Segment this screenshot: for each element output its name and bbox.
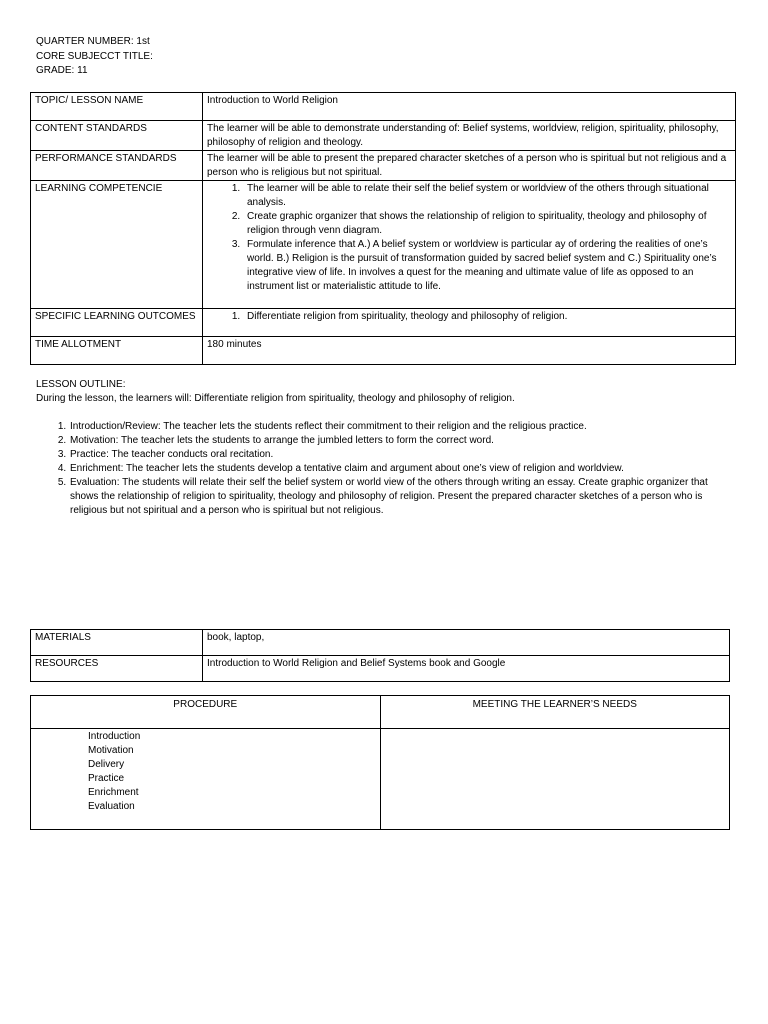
specific-outcomes-value [203,309,736,337]
procedure-step: Motivation [88,745,134,756]
list-item: 3. Formulate inference that A.) A belief system or worldview is particular ay of ordering the realities of one’s world. B.) Religion is the pursuit of transformation guided by sacred belief system and C.) Spirituality one’s integrative view of life. In involves a quest for the meaning and ultimate value of life as opposed to an instrument list or materialistic attitude to life. [243,238,731,294]
lesson-info-table [30,92,736,365]
list-item: 5. Evaluation: The students will relate their self the belief system or world view of the others through writing an essay. Create graphic organizer that shows the relationship of religion to spirituality, theology and philosophy of religion. Present the prepared character sketches of a person who is religious but not spiritual and a person who is spiritual but not religious. [69,476,736,518]
table-row [31,630,730,656]
materials-label: MATERIALS [31,630,203,656]
grade-level: GRADE: 11 [36,65,88,76]
resources-label: RESOURCES [31,656,203,682]
table-row [31,337,736,365]
content-standards-label: CONTENT STANDARDS [31,121,203,151]
list-item: 4. Enrichment: The teacher lets the students develop a tentative claim and argument about one’s view of religion and worldview. [69,462,736,476]
outcomes-list [207,310,731,324]
table-row [31,93,736,121]
resources-value: Introduction to World Religion and Belief Systems book and Google [203,656,730,682]
procedure-step: Delivery [88,759,125,770]
table-row [31,181,736,309]
procedure-step: Introduction [88,731,141,742]
table-row [31,729,730,830]
procedure-step: Practice [88,773,125,784]
outline-title: LESSON OUTLINE: [36,379,126,390]
materials-value: book, laptop, [203,630,730,656]
performance-standards-label: PERFORMANCE STANDARDS [31,151,203,181]
list-item: 1. Differentiate religion from spirituality, theology and philosophy of religion. [243,310,731,324]
table-row [31,151,736,181]
time-allotment-value: 180 minutes [203,337,736,365]
learner-needs-header: MEETING THE LEARNER’S NEEDS [380,696,730,729]
materials-table [30,629,730,682]
procedure-step: Evaluation [88,801,135,812]
learning-competency-value [203,181,736,309]
content-standards-value: The learner will be able to demonstrate understanding of: Belief systems, worldview, religion, spirituality, philosophy, philosophy of religion and theology. [203,121,736,151]
list-item: 3. Practice: The teacher conducts oral recitation. [69,448,736,462]
time-allotment-label: TIME ALLOTMENT [31,337,203,365]
document-header [36,35,153,79]
list-item: 1. The learner will be able to relate their self the belief system or worldview of the others through situational analysis. [243,182,731,210]
learning-competency-label: LEARNING COMPETENCIE [31,181,203,309]
outline-intro: During the lesson, the learners will: Differentiate religion from spirituality, theology and philosophy of religion. [36,393,515,404]
list-item: 2. Motivation: The teacher lets the students to arrange the jumbled letters to form the correct word. [69,434,736,448]
table-row [31,656,730,682]
list-item: 1. Introduction/Review: The teacher lets the students reflect their commitment to their religion and the religious practice. [69,420,736,434]
procedure-table [30,695,730,830]
quarter-number: QUARTER NUMBER: 1st [36,36,150,47]
topic-label: TOPIC/ LESSON NAME [31,93,203,121]
topic-value: Introduction to World Religion [203,93,736,121]
list-item: 2. Create graphic organizer that shows the relationship of religion to spirituality, theology and philosophy of religion through venn diagram. [243,210,731,238]
outline-list [36,420,736,518]
core-subject-title: CORE SUBJECCT TITLE: [36,50,153,62]
specific-outcomes-label: SPECIFIC LEARNING OUTCOMES [31,309,203,337]
learner-needs-cell [380,729,730,830]
competency-list [207,182,731,294]
table-row [31,309,736,337]
lesson-outline [36,378,736,518]
procedure-header: PROCEDURE [31,696,381,729]
table-header-row [31,696,730,729]
performance-standards-value: The learner will be able to present the prepared character sketches of a person who is spiritual but not religious and a person who is religious but not spiritual. [203,151,736,181]
table-row [31,121,736,151]
procedure-step: Enrichment [88,787,139,798]
procedure-steps [31,729,381,830]
